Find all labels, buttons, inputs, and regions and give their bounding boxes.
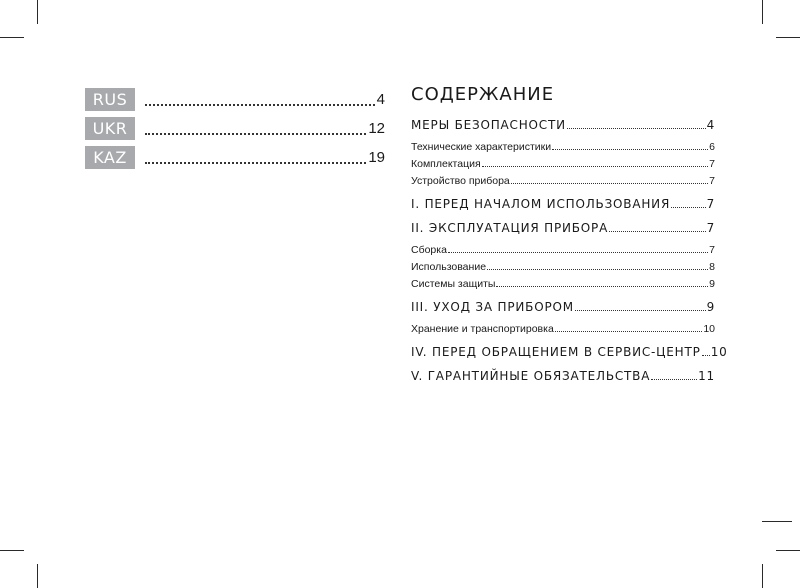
fold-mark	[762, 521, 792, 522]
dot-leader	[145, 127, 366, 135]
crop-mark	[762, 0, 763, 24]
toc-entry[interactable]	[411, 191, 715, 212]
toc-entry-page: 6	[709, 141, 715, 153]
toc-entry-page: 7	[709, 175, 715, 187]
crop-mark	[762, 564, 763, 588]
toc-entry-page: 9	[706, 300, 715, 314]
dot-leader	[567, 128, 706, 129]
dot-leader	[575, 310, 706, 311]
toc-entry-page: 10	[710, 345, 728, 359]
toc-entry[interactable]	[411, 274, 715, 291]
crop-mark	[37, 0, 38, 24]
toc-entry[interactable]	[411, 240, 715, 257]
dot-leader	[552, 149, 708, 150]
toc-entry[interactable]	[411, 294, 715, 315]
toc-entry-label: V. ГАРАНТИЙНЫЕ ОБЯЗАТЕЛЬСТВА	[411, 369, 651, 383]
table-of-contents	[411, 84, 728, 384]
dot-leader	[609, 231, 705, 232]
toc-entry-label: Использование	[411, 261, 487, 273]
toc-entry-label: Хранение и транспортировка	[411, 323, 554, 335]
language-row-ukr[interactable]	[85, 116, 385, 140]
toc-entry[interactable]	[411, 171, 715, 188]
toc-entry-page: 7	[709, 244, 715, 256]
toc-entry[interactable]	[411, 339, 728, 360]
toc-entry[interactable]	[411, 257, 715, 274]
language-page-number: 4	[376, 91, 385, 108]
toc-entry-label: Системы защиты	[411, 278, 496, 290]
toc-entry-page: 8	[709, 261, 715, 273]
toc-entry[interactable]	[411, 112, 715, 133]
language-row-rus[interactable]	[85, 87, 385, 111]
toc-entry[interactable]	[411, 319, 715, 336]
dot-leader	[651, 379, 697, 380]
language-page-number: 19	[368, 149, 385, 166]
dot-leader	[511, 183, 708, 184]
toc-entry-page: 9	[709, 278, 715, 290]
toc-entry-label: МЕРЫ БЕЗОПАСНОСТИ	[411, 118, 566, 132]
toc-entry-label: I. ПЕРЕД НАЧАЛОМ ИСПОЛЬЗОВАНИЯ	[411, 197, 671, 211]
language-page-number: 12	[368, 120, 385, 137]
crop-mark	[776, 37, 800, 38]
toc-entry-page: 10	[703, 323, 715, 335]
toc-entry-label: III. УХОД ЗА ПРИБОРОМ	[411, 300, 574, 314]
toc-entry-page: 11	[698, 369, 715, 383]
toc-entry-label: Сборка	[411, 244, 447, 256]
language-badge: RUS	[85, 88, 135, 111]
dot-leader	[448, 252, 708, 253]
dot-leader	[482, 166, 709, 167]
toc-entry-label: II. ЭКСПЛУАТАЦИЯ ПРИБОРА	[411, 221, 609, 235]
toc-entry[interactable]	[411, 137, 715, 154]
dot-leader	[496, 286, 708, 287]
toc-entry-page: 7	[706, 197, 715, 211]
crop-mark	[0, 37, 24, 38]
toc-title: СОДЕРЖАНИЕ	[411, 84, 555, 105]
language-row-kaz[interactable]	[85, 145, 385, 169]
dot-leader	[702, 355, 710, 356]
crop-mark	[0, 550, 24, 551]
language-index	[85, 87, 385, 174]
dot-leader	[555, 331, 703, 332]
dot-leader	[487, 269, 708, 270]
dot-leader	[145, 98, 375, 106]
dot-leader	[145, 156, 366, 164]
language-badge: UKR	[85, 117, 135, 140]
toc-entry-page: 4	[706, 118, 715, 132]
toc-entry-label: IV. ПЕРЕД ОБРАЩЕНИЕМ В СЕРВИС-ЦЕНТР	[411, 345, 701, 359]
toc-entry-label: Устройство прибора	[411, 175, 510, 187]
toc-entry-label: Технические характеристики	[411, 141, 552, 153]
toc-entry-label: Комплектация	[411, 158, 481, 170]
crop-mark	[37, 564, 38, 588]
language-badge: KAZ	[85, 146, 135, 169]
toc-entry[interactable]	[411, 154, 715, 171]
toc-entry[interactable]	[411, 215, 715, 236]
crop-mark	[776, 550, 800, 551]
toc-entry[interactable]	[411, 363, 715, 384]
dot-leader	[671, 207, 705, 208]
toc-entry-page: 7	[709, 158, 715, 170]
toc-entry-page: 7	[706, 221, 715, 235]
